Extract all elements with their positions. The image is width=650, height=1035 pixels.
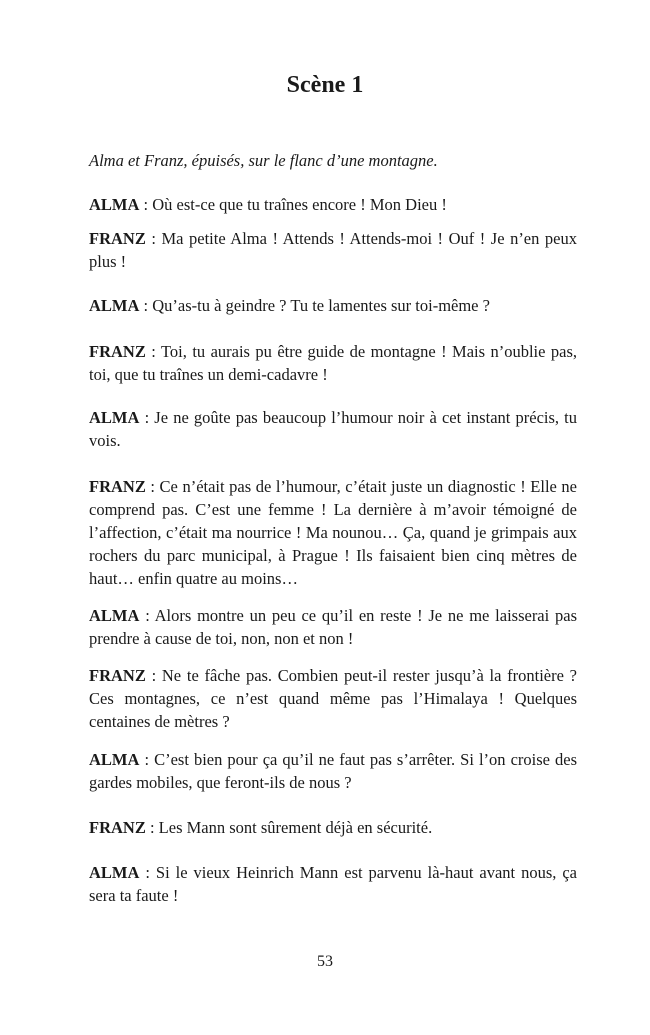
stage-direction: Alma et Franz, épuisés, sur le flanc d’une montagne. [89, 151, 438, 170]
speaker-name: FRANZ [89, 666, 146, 685]
speaker-name: ALMA [89, 408, 140, 427]
speaker-name: ALMA [89, 750, 140, 769]
line-text: : Ma petite Alma ! Attends ! Attends-moi ! Ouf ! Je n’en peux plus ! [89, 229, 577, 271]
dialogue-line [89, 193, 577, 216]
dialogue-line [89, 340, 577, 386]
line-text: : Je ne goûte pas beaucoup l’humour noir à cet instant précis, tu vois. [89, 408, 577, 450]
dialogue-line [89, 816, 577, 839]
dialogue-line [89, 406, 577, 452]
line-text: : Toi, tu aurais pu être guide de montagne ! Mais n’oublie pas, toi, que tu traînes un demi-cadavre ! [89, 342, 577, 384]
dialogue-line [89, 475, 577, 590]
speaker-name: FRANZ [89, 229, 146, 248]
speaker-name: FRANZ [89, 477, 146, 496]
dialogue-line [89, 861, 577, 907]
speaker-name: ALMA [89, 296, 140, 315]
speaker-name: ALMA [89, 195, 140, 214]
page-number: 53 [317, 953, 333, 970]
dialogue-line [89, 604, 577, 650]
speaker-name: FRANZ [89, 342, 146, 361]
dialogue-line [89, 748, 577, 794]
dialogue-line [89, 294, 577, 317]
dialogue-line [89, 664, 577, 733]
line-text: : Si le vieux Heinrich Mann est parvenu là-haut avant nous, ça sera ta faute ! [89, 863, 577, 905]
line-text: : Ne te fâche pas. Combien peut-il rester jusqu’à la frontière ? Ces montagnes, ce n’est quand même pas l’Himalaya ! Quelques centaines de mètres ? [89, 666, 577, 731]
dialogue-line [89, 227, 577, 273]
line-text: : Les Mann sont sûrement déjà en sécurité. [145, 818, 433, 837]
line-text: : Où est-ce que tu traînes encore ! Mon Dieu ! [139, 195, 447, 214]
line-text: : C’est bien pour ça qu’il ne faut pas s’arrêter. Si l’on croise des gardes mobiles, que feront-ils de nous ? [89, 750, 577, 792]
line-text: : Ce n’était pas de l’humour, c’était juste un diagnostic ! Elle ne comprend pas. C’est une femme ! La dernière à m’avoir témoigné de l’affection, c’était ma nourrice ! Ma nounou… Ça, quand je grimpais aux rochers du parc municipal, à Prague ! Ils faisaient bien cinq mètres de haut… enfin quatre au moins… [89, 477, 577, 588]
scene-title: Scène 1 [286, 72, 364, 98]
speaker-name: FRANZ [89, 818, 146, 837]
line-text: : Alors montre un peu ce qu’il en reste ! Je ne me laisserai pas prendre à cause de toi, non, non et non ! [89, 606, 577, 648]
line-text: : Qu’as-tu à geindre ? Tu te lamentes sur toi-même ? [139, 296, 490, 315]
speaker-name: ALMA [89, 863, 140, 882]
speaker-name: ALMA [89, 606, 140, 625]
